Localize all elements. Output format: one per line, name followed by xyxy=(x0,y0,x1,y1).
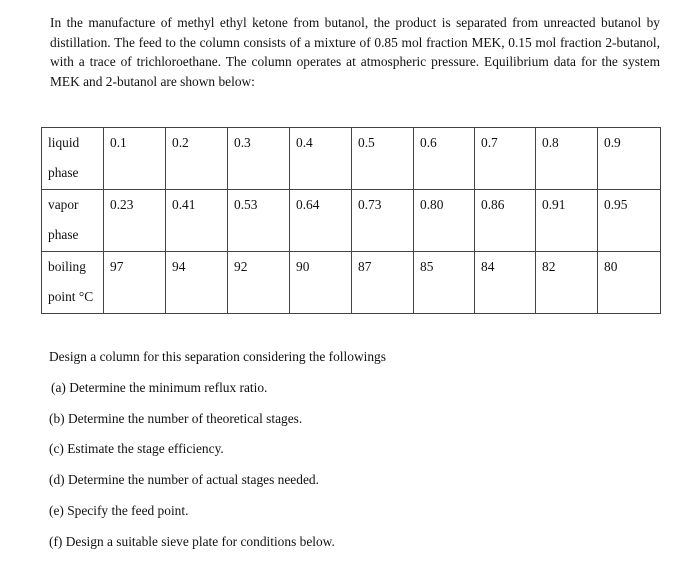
table-cell: 90 xyxy=(290,252,352,314)
table-cell: 80 xyxy=(598,252,661,314)
equilibrium-data-table xyxy=(41,127,661,314)
design-heading: Design a column for this separation considering the followings xyxy=(49,349,386,364)
table-cell: 0.73 xyxy=(352,190,414,252)
table-cell: 0.80 xyxy=(414,190,475,252)
table-cell: 0.5 xyxy=(352,128,414,190)
table-cell: 0.8 xyxy=(536,128,598,190)
table-cell: 0.7 xyxy=(475,128,536,190)
row-label-vapor-phase: vapor phase xyxy=(42,190,104,252)
list-item: (e) Specify the feed point. xyxy=(49,502,189,518)
table-cell: 87 xyxy=(352,252,414,314)
list-item: (d) Determine the number of actual stages needed. xyxy=(49,472,319,488)
table-cell: 85 xyxy=(414,252,475,314)
table-cell: 97 xyxy=(104,252,166,314)
table-row-boiling-point xyxy=(42,252,661,314)
table-row-vapor-phase xyxy=(42,190,661,252)
table-cell: 0.64 xyxy=(290,190,352,252)
table-row-liquid-phase xyxy=(42,128,661,190)
table-cell: 0.3 xyxy=(228,128,290,190)
table-cell: 0.41 xyxy=(166,190,228,252)
list-item: (b) Determine the number of theoretical stages. xyxy=(49,410,303,426)
table-cell: 82 xyxy=(536,252,598,314)
table-cell: 0.91 xyxy=(536,190,598,252)
table-cell: 0.86 xyxy=(475,190,536,252)
table-cell: 0.2 xyxy=(166,128,228,190)
row-label-boiling-point: boiling point °C xyxy=(42,252,104,314)
problem-statement: In the manufacture of methyl ethyl ketone from butanol, the product is separated from unreacted butanol by distillation. The feed to the column consists of a mixture of 0.85 mol fraction MEK, 0.15 mol fraction 2-butanol, with a trace of trichloroethane. The column operates at atmospheric pressure. Equilibrium data for the system MEK and 2-butanol are shown below: xyxy=(50,15,660,89)
table-cell: 0.4 xyxy=(290,128,352,190)
list-item: (c) Estimate the stage efficiency. xyxy=(49,441,224,457)
row-label-liquid-phase: liquid phase xyxy=(42,128,104,190)
table-cell: 94 xyxy=(166,252,228,314)
table-cell: 0.6 xyxy=(414,128,475,190)
table-cell: 0.9 xyxy=(598,128,661,190)
list-item: (f) Design a suitable sieve plate for conditions below. xyxy=(49,533,335,549)
table-cell: 84 xyxy=(475,252,536,314)
list-item: (a) Determine the minimum reflux ratio. xyxy=(51,379,268,395)
table-cell: 92 xyxy=(228,252,290,314)
design-task-list xyxy=(49,348,386,564)
table-cell: 0.53 xyxy=(228,190,290,252)
table-cell: 0.95 xyxy=(598,190,661,252)
table-cell: 0.1 xyxy=(104,128,166,190)
table-cell: 0.23 xyxy=(104,190,166,252)
